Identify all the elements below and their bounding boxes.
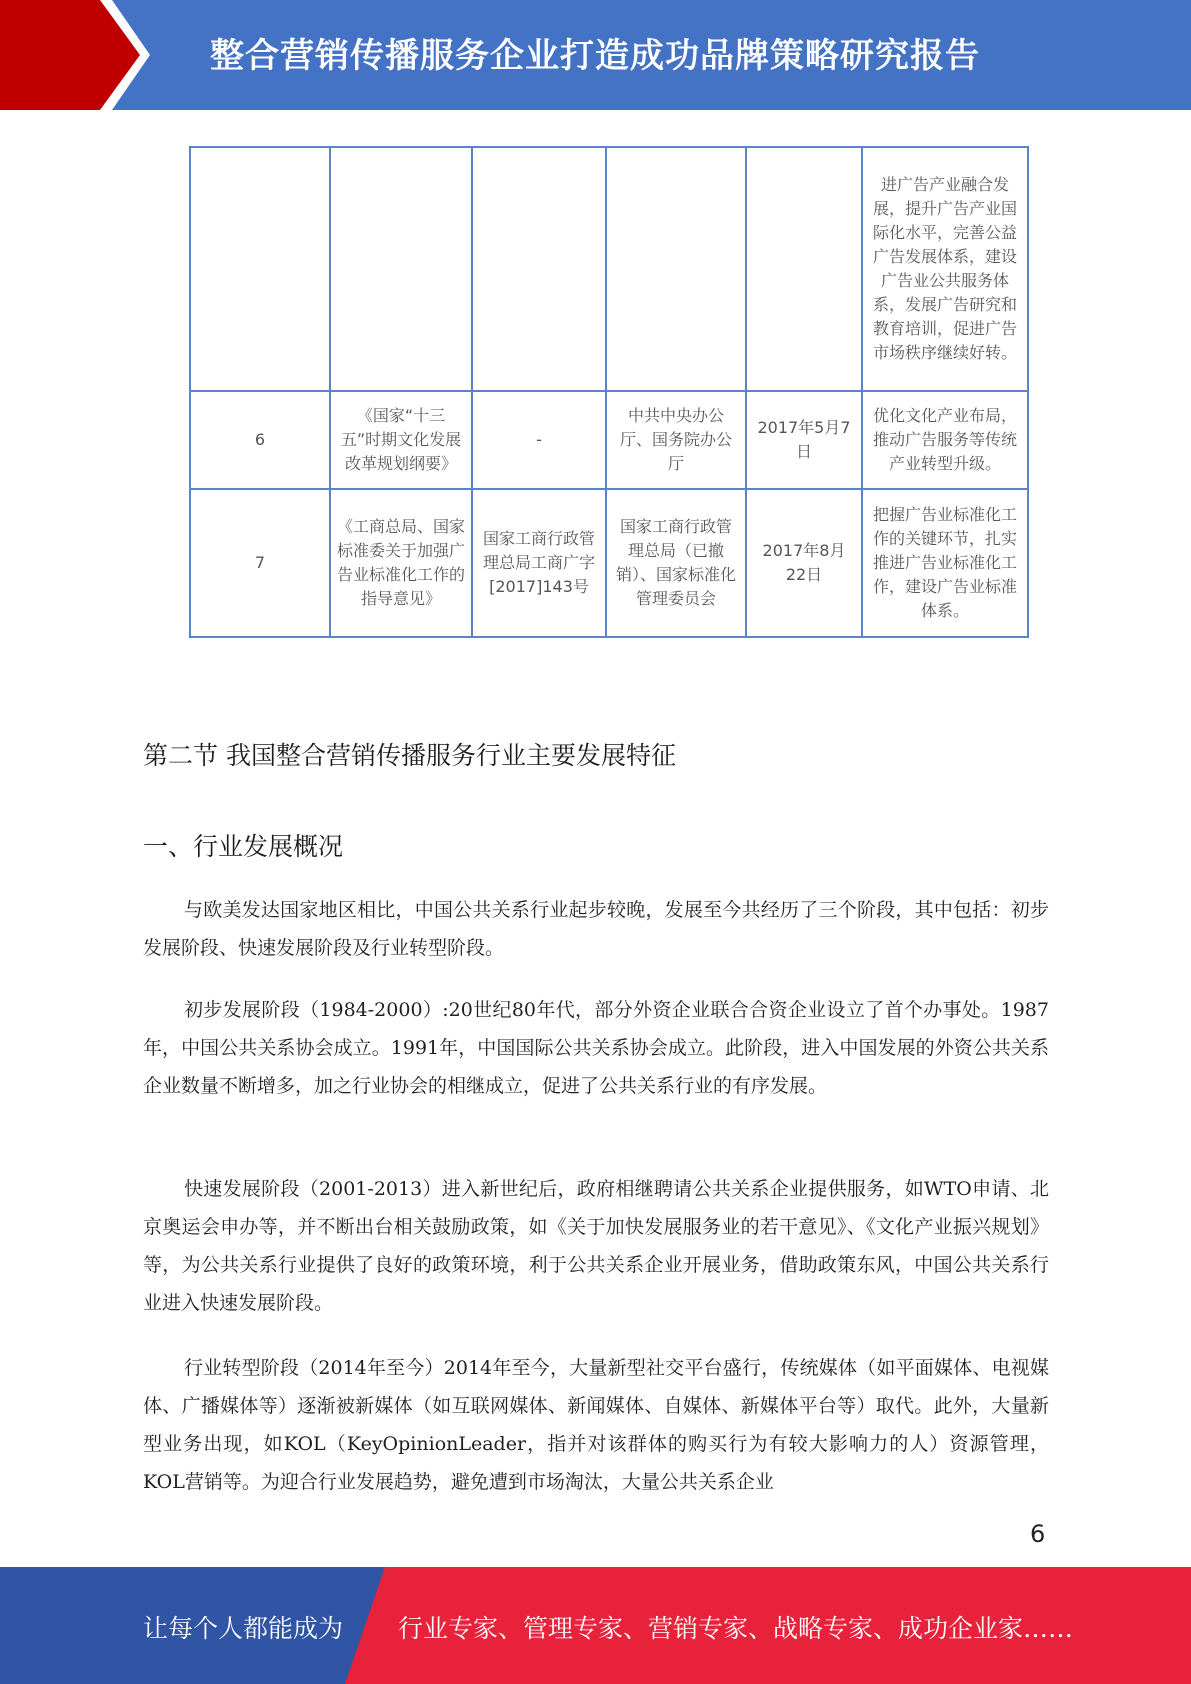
cell-doc-no [472, 147, 606, 391]
sub-title: 一、行业发展概况 [143, 832, 344, 861]
cell-no: 6 [190, 391, 330, 489]
cell-content: 把握广告业标准化工作的关键环节，扎实推进广告业标准化工作，建设广告业标准体系。 [862, 489, 1028, 637]
paragraph: 初步发展阶段（1984-2000）:20世纪80年代，部分外资企业联合合资企业设立了首个办事处。1987年，中国公共关系协会成立。1991年，中国国际公共关系协会成立。此阶段，进入中国发展的外资公共关系企业数量不断增多，加之行业协会的相继成立，促进了公共关系行业的有序发展。 [143, 999, 1049, 1097]
paragraph: 行业转型阶段（2014年至今）2014年至今，大量新型社交平台盛行，传统媒体（如平面媒体、电视媒体、广播媒体等）逐渐被新媒体（如互联网媒体、新闻媒体、自媒体、新媒体平台等）取代。此外，大量新型业务出现，如KOL（KeyOpinionLeader，指并对该群体的购买行为有较大影响力的人）资源管理，KOL营销等。为迎合行业发展趋势，避免遭到市场淘汰，大量公共关系企业 [143, 1357, 1049, 1493]
page-number: 6 [1030, 1520, 1046, 1548]
footer-slogan-left: 让每个人都能成为 [143, 1614, 344, 1643]
footer-slogan-right: 行业专家、管理专家、营销专家、战略专家、成功企业家…… [398, 1614, 1074, 1643]
cell-no [190, 147, 330, 391]
paragraph: 快速发展阶段（2001-2013）进入新世纪后，政府相继聘请公共关系企业提供服务，如WTO申请、北京奥运会申办等，并不断出台相关鼓励政策，如《关于加快发展服务业的若干意见》、《文化产业振兴规划》等，为公共关系行业提供了良好的政策环境，利于公共关系企业开展业务，借助政策东风，中国公共关系行业进入快速发展阶段。 [143, 1178, 1049, 1314]
paragraph: 与欧美发达国家地区相比，中国公共关系行业起步较晚，发展至今共经历了三个阶段，其中包括：初步发展阶段、快速发展阶段及行业转型阶段。 [143, 899, 1049, 959]
cell-date: 2017年5月7日 [746, 391, 862, 489]
table-row [190, 489, 1028, 637]
cell-doc-no: 国家工商行政管理总局工商广字[2017]143号 [472, 489, 606, 637]
cell-issuer: 国家工商行政管理总局（已撤销）、国家标准化管理委员会 [606, 489, 746, 637]
cell-issuer [606, 147, 746, 391]
report-title: 整合营销传播服务企业打造成功品牌策略研究报告 [210, 36, 980, 76]
policy-table [189, 146, 1029, 638]
cell-no: 7 [190, 489, 330, 637]
cell-name [330, 147, 472, 391]
cell-date: 2017年8月22日 [746, 489, 862, 637]
header-banner [0, 0, 1191, 110]
cell-name: 《工商总局、国家标准委关于加强广告业标准化工作的指导意见》 [330, 489, 472, 637]
cell-content: 进广告产业融合发展，提升广告产业国际化水平，完善公益广告发展体系，建设广告业公共服务体系，发展广告研究和教育培训，促进广告市场秩序继续好转。 [862, 147, 1028, 391]
cell-name: 《国家“十三五”时期文化发展改革规划纲要》 [330, 391, 472, 489]
cell-doc-no: - [472, 391, 606, 489]
table-row [190, 147, 1028, 391]
cell-content: 优化文化产业布局，推动广告服务等传统产业转型升级。 [862, 391, 1028, 489]
table-row [190, 391, 1028, 489]
section-title: 第二节 我国整合营销传播服务行业主要发展特征 [143, 741, 676, 770]
header-arrow-icon [0, 0, 160, 110]
cell-date [746, 147, 862, 391]
footer-banner [0, 1567, 1191, 1684]
cell-issuer: 中共中央办公厅、国务院办公厅 [606, 391, 746, 489]
